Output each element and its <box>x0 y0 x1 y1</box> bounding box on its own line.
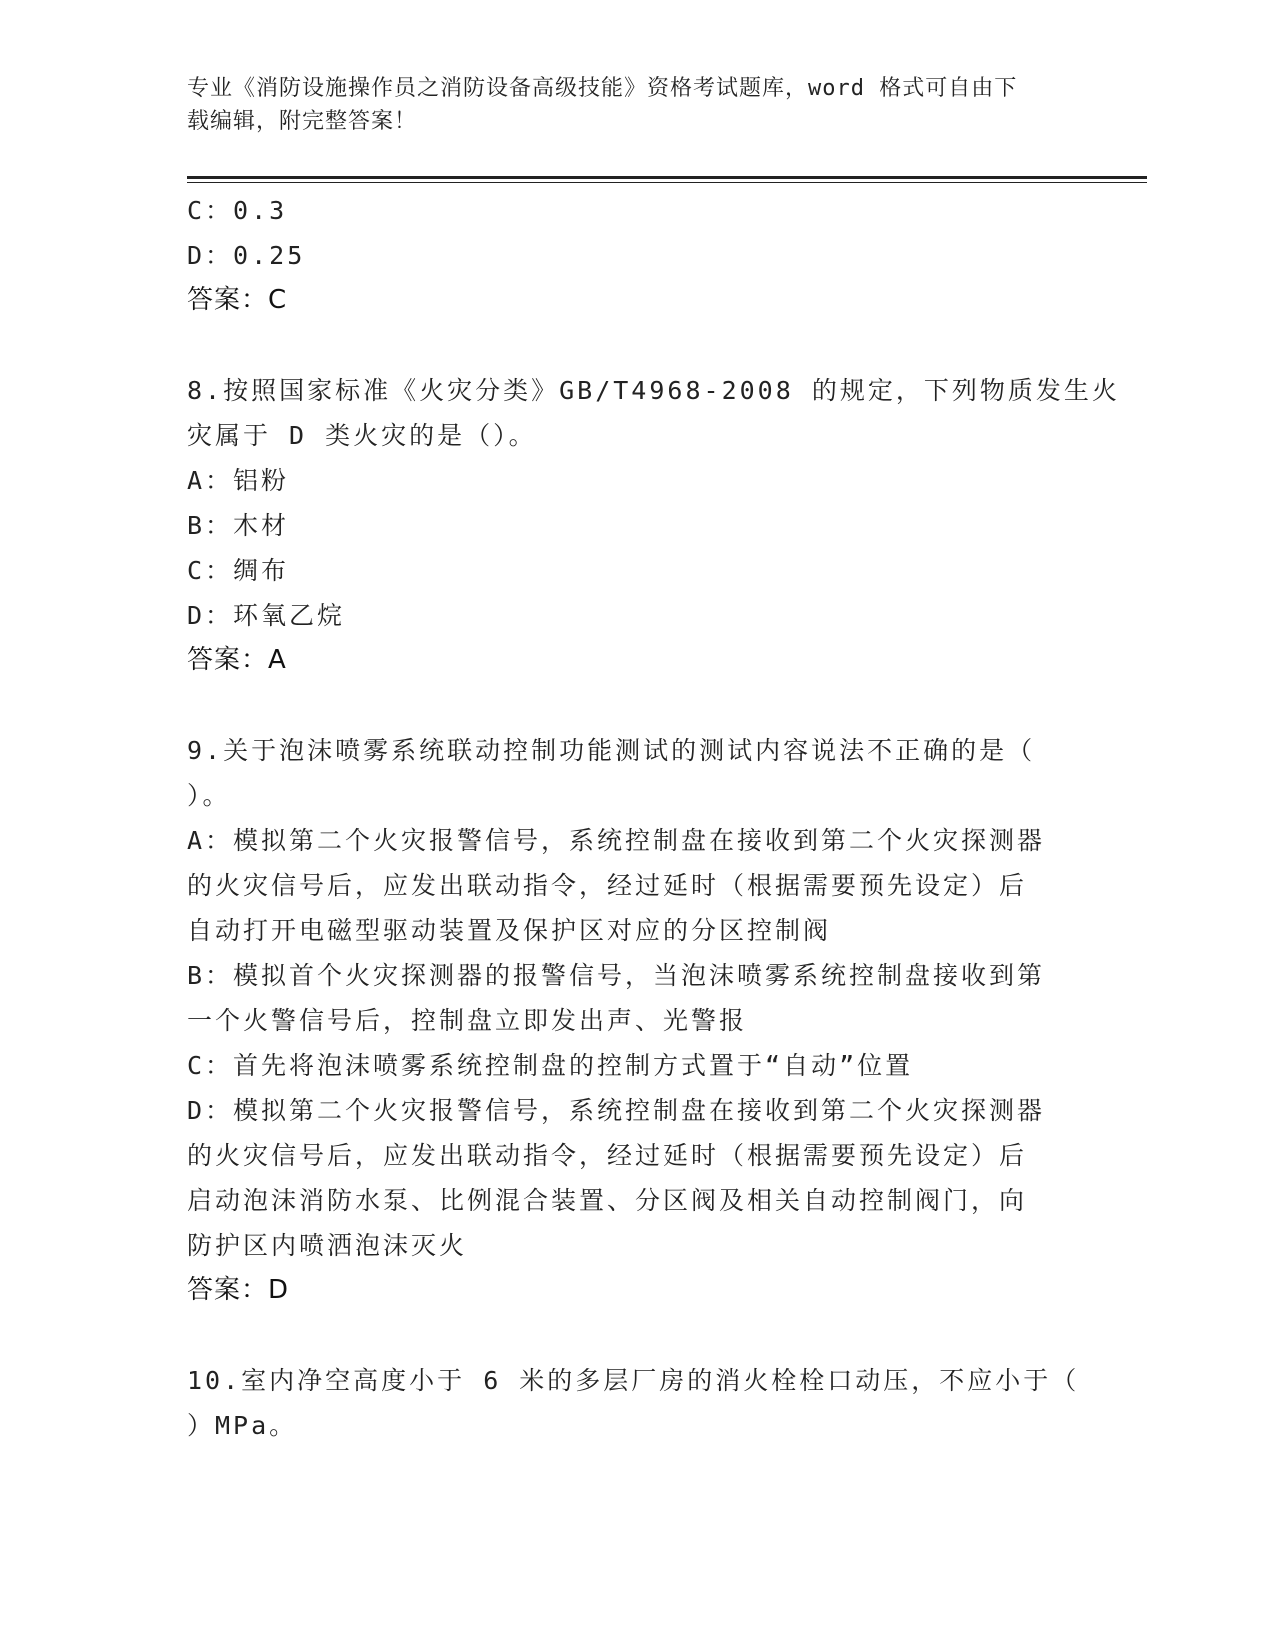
header-rule-thin <box>187 182 1147 183</box>
question-stem: 灾属于 D 类火灾的是（）。 <box>187 421 537 450</box>
answer-line: 答案：A <box>187 645 287 675</box>
spacer <box>187 323 1087 368</box>
option-line: 的火灾信号后，应发出联动指令，经过延时（根据需要预先设定）后 <box>187 1141 1028 1170</box>
document-header <box>187 72 1067 138</box>
option-line: C：首先将泡沫喷雾系统控制盘的控制方式置于“自动”位置 <box>187 1051 914 1080</box>
option-line: A：铝粉 <box>187 466 290 495</box>
option-line: A：模拟第二个火灾报警信号，系统控制盘在接收到第二个火灾探测器 <box>187 826 1046 855</box>
option-line: C：绸布 <box>187 556 290 585</box>
option-line: D：模拟第二个火灾报警信号，系统控制盘在接收到第二个火灾探测器 <box>187 1096 1046 1125</box>
question-stem: 10.室内净空高度小于 6 米的多层厂房的消火栓栓口动压，不应小于（ <box>187 1366 1080 1395</box>
option-line: D：环氧乙烷 <box>187 601 346 630</box>
spacer <box>187 683 1087 728</box>
header-line-2: 载编辑，附完整答案！ <box>187 109 418 134</box>
spacer <box>187 1313 1087 1358</box>
answer-line: 答案：C <box>187 285 288 315</box>
option-line: C：0.3 <box>187 196 288 225</box>
option-line: B：木材 <box>187 511 290 540</box>
option-line: 启动泡沫消防水泵、比例混合装置、分区阀及相关自动控制阀门，向 <box>187 1186 1028 1215</box>
option-line: D：0.25 <box>187 241 306 270</box>
header-rule-thick <box>187 176 1147 179</box>
option-line: 自动打开电磁型驱动装置及保护区对应的分区控制阀 <box>187 916 832 945</box>
option-line: 的火灾信号后，应发出联动指令，经过延时（根据需要预先设定）后 <box>187 871 1028 900</box>
question-content <box>187 188 1120 1448</box>
question-stem: 9.关于泡沫喷雾系统联动控制功能测试的测试内容说法不正确的是（ <box>187 736 1036 765</box>
question-stem: ）。 <box>187 781 231 810</box>
header-line-1: 专业《消防设施操作员之消防设备高级技能》资格考试题库，word 格式可自由下 <box>187 76 1018 101</box>
question-stem: 8.按照国家标准《火灾分类》GB/T4968-2008 的规定，下列物质发生火 <box>187 376 1120 405</box>
option-line: 防护区内喷洒泡沫灭火 <box>187 1231 468 1260</box>
question-stem: ）MPa。 <box>187 1411 298 1440</box>
answer-line: 答案：D <box>187 1275 290 1305</box>
option-line: 一个火警信号后，控制盘立即发出声、光警报 <box>187 1006 748 1035</box>
option-line: B：模拟首个火灾探测器的报警信号，当泡沫喷雾系统控制盘接收到第 <box>187 961 1046 990</box>
